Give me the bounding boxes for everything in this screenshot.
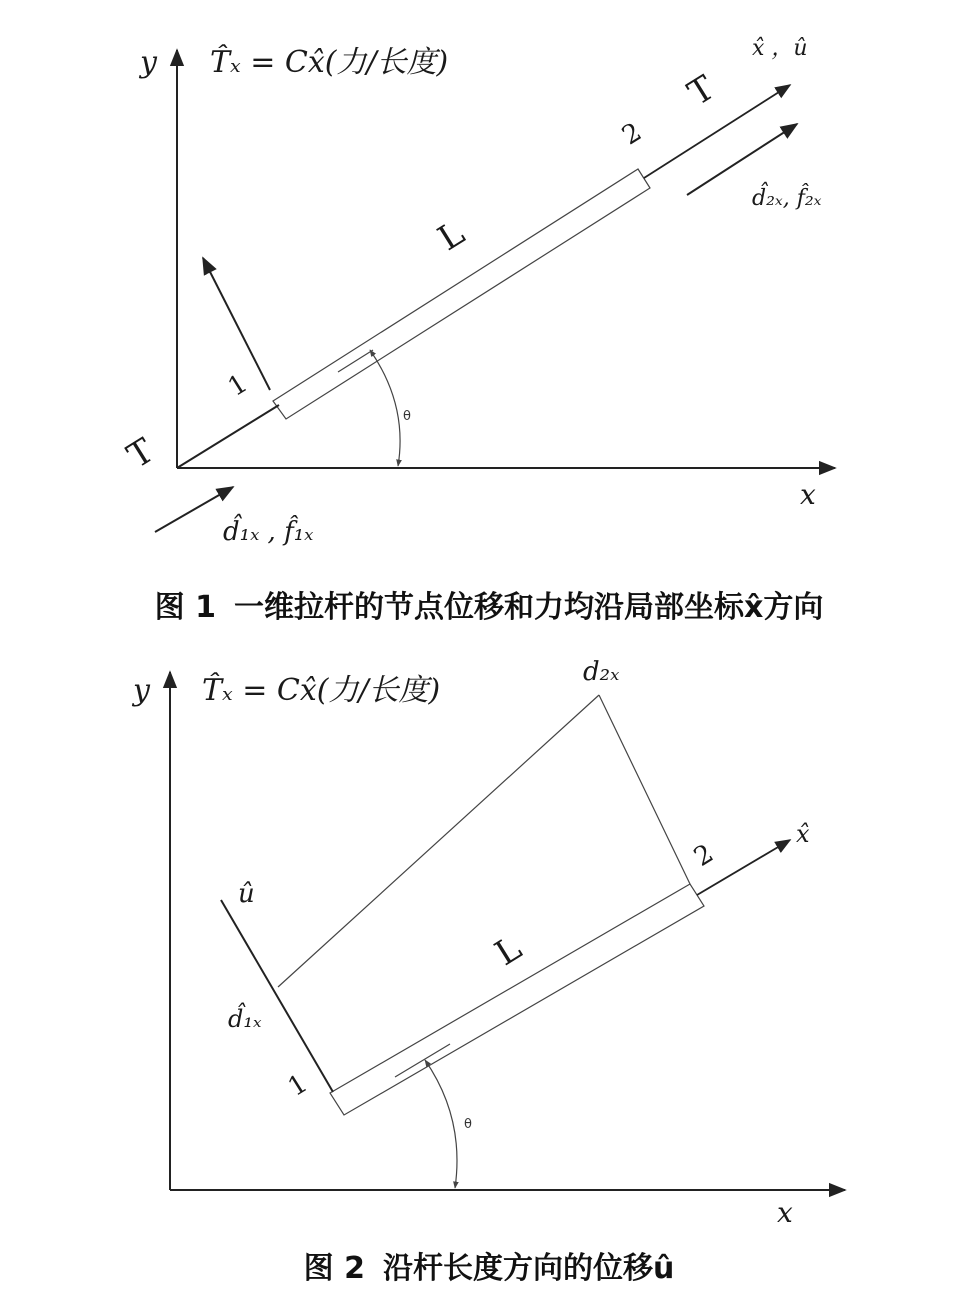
fig1-node2-label: 2 [617,117,648,152]
fig2-y-label: y [133,673,150,708]
fig1-node2-force-arrow [687,124,797,195]
fig2-u-hat-axis [221,900,333,1092]
fig2-bar [330,884,704,1115]
fig1-caption [155,590,824,625]
fig2-u-hat-label: û [238,879,255,909]
fig2-load-equation: T̂ₓ = Cx̂(力/长度) [202,673,441,708]
fig1-node1-force-arrow [155,487,233,532]
fig2-d2x-label: d₂ₓ [583,657,620,687]
fig1-caption-number: 图 1 [154,590,216,625]
fig1-bar [273,169,650,419]
fig1-force-label-top: T [681,68,722,115]
fig1-y-label: y [140,45,157,80]
fig2-length-label: L [488,928,529,975]
fig1-bar-mark [338,350,373,372]
fig2-caption-number: 图 2 [303,1251,365,1286]
fig2-caption [304,1251,675,1286]
fig1-local-axis-label: x̂ ，û [752,36,808,61]
fig2-d1x-label: d̂₁ₓ [228,1005,262,1033]
fig1-caption-text: 一维拉杆的节点位移和力均沿局部坐标x̂方向 [233,590,824,625]
fig2-angle-label: θ [464,1117,472,1132]
fig1-node1-label: 1 [222,368,253,403]
fig1-force-label-left: T [120,430,161,477]
fig2-local-axis-label: x̂ [796,820,810,848]
fig2-bar-mark [395,1044,450,1077]
fig1-link-origin [177,405,279,468]
fig2-x-label: x [777,1196,793,1229]
figure-2 [131,657,845,1286]
fig2-node1-label: 1 [282,1068,313,1103]
fig1-load-equation: T̂ₓ = Cx̂(力/长度) [210,45,449,80]
fig2-displacement-top [278,695,599,987]
fig1-node1-dof-label: d̂₁ₓ , f̂₁ₓ [223,517,314,547]
fig1-angle-arc [370,350,400,466]
fig2-caption-text: 沿杆长度方向的位移û [382,1251,675,1286]
fig2-angle-arc [425,1060,457,1188]
fig1-x-label: x [800,478,816,511]
fig2-displacement-right [599,695,690,884]
fig1-node2-dof-label: d̂₂ₓ, f̂₂ₓ [752,186,822,211]
figure-1 [121,36,835,625]
fig1-length-label: L [431,213,472,260]
fig1-angle-label: θ [403,409,411,424]
fig2-node2-label: 2 [688,838,719,873]
